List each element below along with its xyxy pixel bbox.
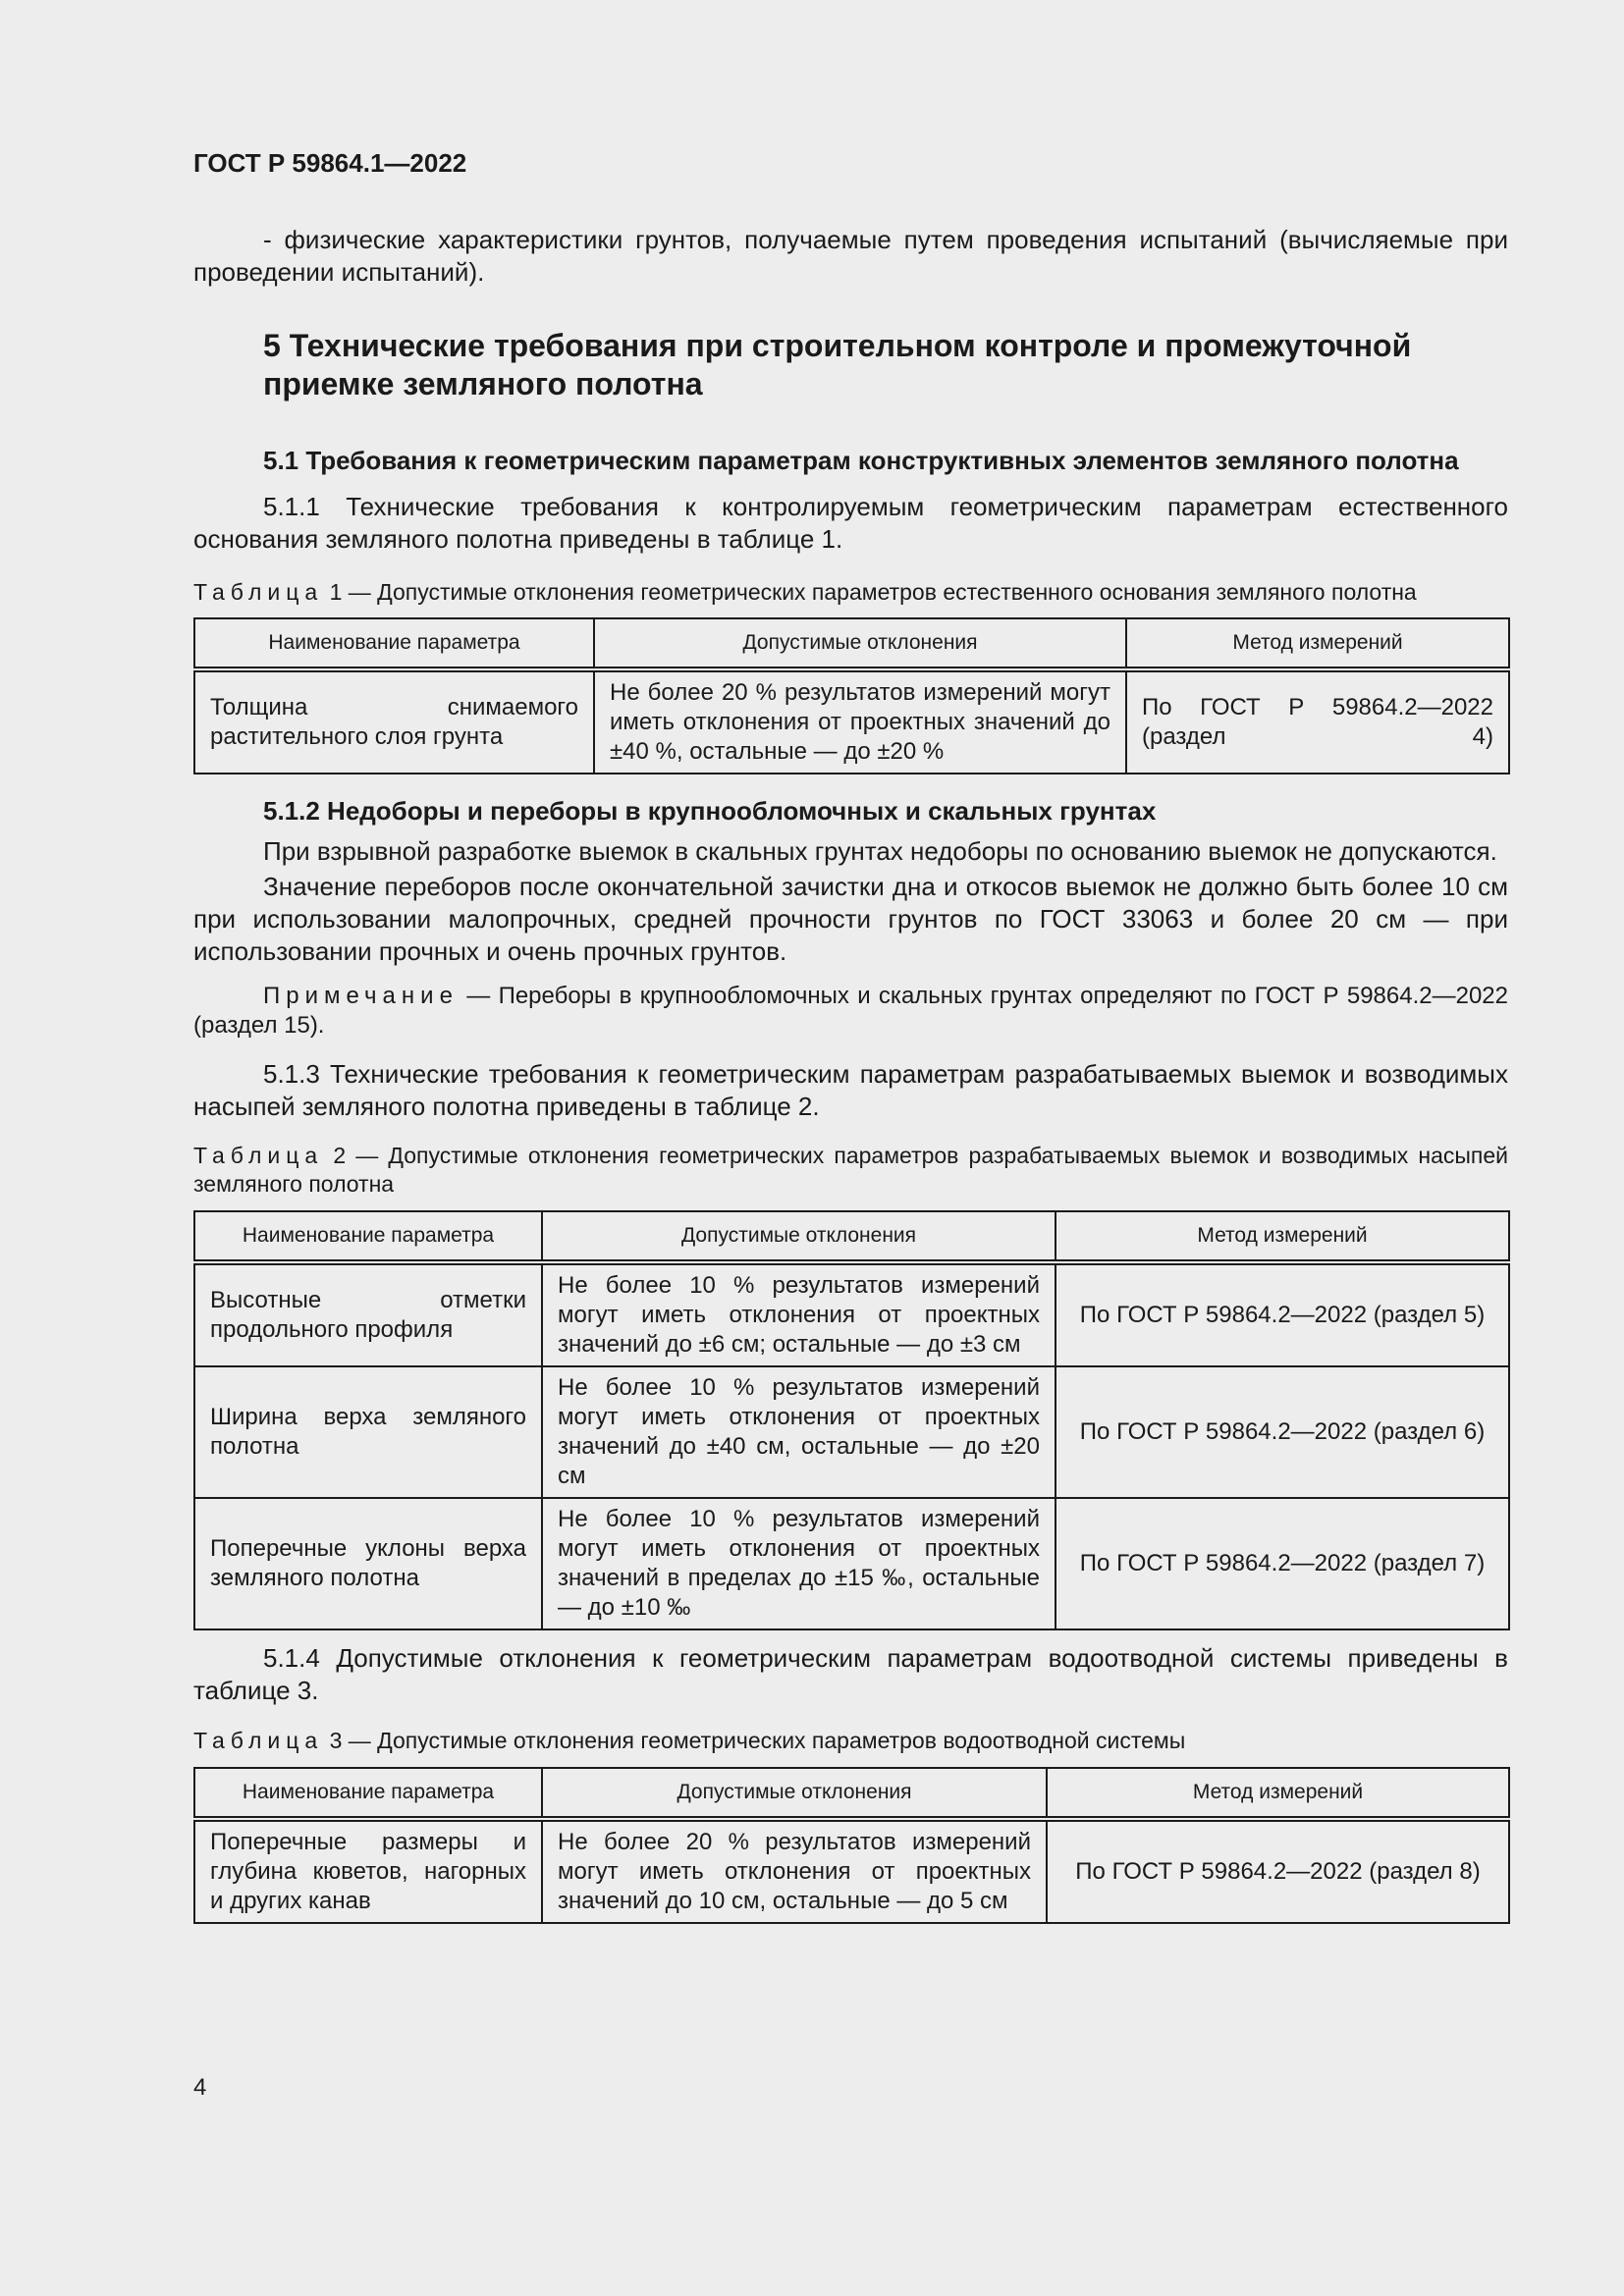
paragraph-overbreak: Значение переборов после окончательной зачистки дна и откосов выемок не должно быть более 10 см при использовании малопрочных, средней прочности грунтов по ГОСТ 33063 и более 20 см — при использовании прочных и очень прочных грунтов. xyxy=(193,872,1508,966)
table-3 xyxy=(193,1767,1510,1924)
table-1-caption xyxy=(193,578,1508,607)
method-cell: По ГОСТ Р 59864.2—2022 (раздел 6) xyxy=(1056,1366,1509,1498)
paragraph-blasting: При взрывной разработке выемок в скальных грунтах недоборы по основанию выемок не допускаются. xyxy=(263,836,1497,866)
paragraph-5-1-1: 5.1.1 Технические требования к контролируемым геометрическим параметрам естественного основания земляного полотна приведены в таблице 1. xyxy=(193,492,1508,554)
method-cell: По ГОСТ Р 59864.2—2022 (раздел 8) xyxy=(1047,1819,1509,1923)
table-2 xyxy=(193,1210,1510,1630)
note xyxy=(193,982,1508,1041)
parameter-cell: Поперечные уклоны верха земляного полотна xyxy=(194,1498,542,1629)
table-2-title: 2 — Допустимые отклонения геометрических параметров разрабатываемых выемок и возводимых насыпей земляного полотна xyxy=(193,1143,1508,1197)
document-header: ГОСТ Р 59864.1—2022 xyxy=(193,148,467,178)
table-header-cell: Допустимые отклонения xyxy=(542,1211,1056,1262)
table-row xyxy=(194,1819,1509,1923)
table-header-cell: Наименование параметра xyxy=(194,1211,542,1262)
table-header-row xyxy=(194,618,1509,669)
section-5-heading: 5 Технические требования при строительном контроле и промежуточной приемке земляного полотна xyxy=(263,328,1412,401)
table-header-cell: Допустимые отклонения xyxy=(594,618,1126,669)
table-1 xyxy=(193,617,1510,774)
parameter-cell: Поперечные размеры и глубина кюветов, нагорных и других канав xyxy=(194,1819,542,1923)
note-label: Примечание xyxy=(263,983,459,1009)
table-header-cell: Метод измерений xyxy=(1047,1768,1509,1819)
section-5-1-heading: 5.1 Требования к геометрическим параметрам конструктивных элементов земляного полотна xyxy=(263,446,1459,475)
table-3-title: 3 — Допустимые отклонения геометрических параметров водоотводной системы xyxy=(323,1728,1186,1753)
table-1-label: Таблица xyxy=(193,579,324,605)
table-3-label: Таблица xyxy=(193,1728,324,1753)
table-2-label: Таблица xyxy=(193,1143,324,1168)
table-3-caption xyxy=(193,1727,1508,1755)
table-header-cell: Наименование параметра xyxy=(194,618,594,669)
parameter-cell: Ширина верха земляного полотна xyxy=(194,1366,542,1498)
deviation-cell: Не более 20 % результатов измерений могут иметь отклонения от проектных значений до ±40 %, остальные — до ±20 % xyxy=(594,669,1126,774)
deviation-cell: Не более 10 % результатов измерений могут иметь отклонения от проектных значений в пределах до ±15 ‰, остальные — до ±10 ‰ xyxy=(542,1498,1056,1629)
deviation-cell: Не более 10 % результатов измерений могут иметь отклонения от проектных значений до ±6 см; остальные — до ±3 см xyxy=(542,1262,1056,1366)
intro-paragraph: - физические характеристики грунтов, получаемые путем проведения испытаний (вычисляемые при проведении испытаний). xyxy=(193,225,1508,287)
table-row xyxy=(194,669,1509,774)
table-row xyxy=(194,1498,1509,1629)
deviation-cell: Не более 10 % результатов измерений могут иметь отклонения от проектных значений до ±40 см, остальные — до ±20 см xyxy=(542,1366,1056,1498)
table-2-caption xyxy=(193,1142,1508,1199)
table-header-cell: Допустимые отклонения xyxy=(542,1768,1047,1819)
table-header-cell: Метод измерений xyxy=(1056,1211,1509,1262)
table-header-cell: Метод измерений xyxy=(1126,618,1509,669)
parameter-cell: Высотные отметки продольного профиля xyxy=(194,1262,542,1366)
page-content xyxy=(193,224,1508,1924)
method-cell: По ГОСТ Р 59864.2—2022 (раздел 4) xyxy=(1126,669,1509,774)
deviation-cell: Не более 20 % результатов измерений могут иметь отклонения от проектных значений до 10 см, остальные — до 5 см xyxy=(542,1819,1047,1923)
note-text: — Переборы в крупнообломочных и скальных грунтах определяют по ГОСТ Р 59864.2—2022 (раздел 15). xyxy=(193,983,1508,1039)
table-1-title: 1 — Допустимые отклонения геометрических параметров естественного основания земляного полотна xyxy=(323,579,1417,605)
table-header-cell: Наименование параметра xyxy=(194,1768,542,1819)
table-row xyxy=(194,1366,1509,1498)
table-header-row xyxy=(194,1768,1509,1819)
paragraph-5-1-4: 5.1.4 Допустимые отклонения к геометрическим параметрам водоотводной системы приведены в таблице 3. xyxy=(193,1643,1508,1705)
page-number: 4 xyxy=(193,2074,207,2101)
method-cell: По ГОСТ Р 59864.2—2022 (раздел 7) xyxy=(1056,1498,1509,1629)
method-cell: По ГОСТ Р 59864.2—2022 (раздел 5) xyxy=(1056,1262,1509,1366)
paragraph-5-1-3: 5.1.3 Технические требования к геометрическим параметрам разрабатываемых выемок и возводимых насыпей земляного полотна приведены в таблице 2. xyxy=(193,1059,1508,1121)
table-header-row xyxy=(194,1211,1509,1262)
section-5-1-2-heading: 5.1.2 Недоборы и переборы в крупнообломочных и скальных грунтах xyxy=(263,796,1157,826)
parameter-cell: Толщина снимаемого растительного слоя грунта xyxy=(194,669,594,774)
table-row xyxy=(194,1262,1509,1366)
